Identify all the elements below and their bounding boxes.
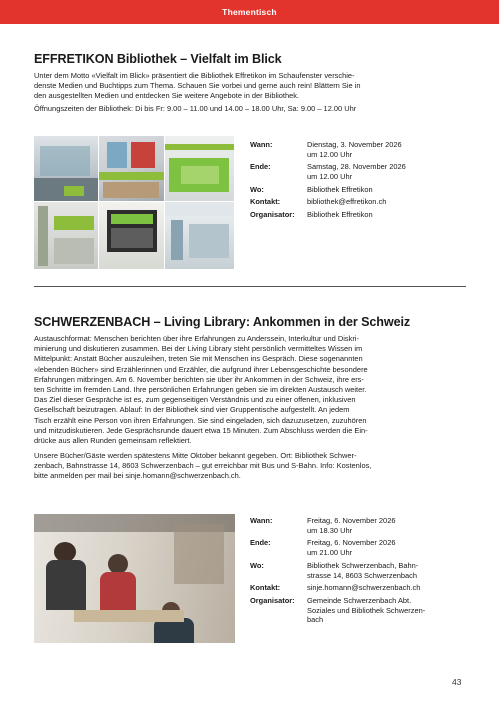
value-line: Bibliothek Schwerzenbach, Bahn- <box>307 560 419 570</box>
photo-living-library <box>34 514 235 643</box>
value-wo <box>307 558 425 580</box>
label-organisator: Organisator: <box>250 595 295 605</box>
section-banner <box>0 0 499 24</box>
article-info-schwerzenbach <box>34 451 466 482</box>
value-line: um 18.30 Uhr <box>307 525 353 535</box>
body-line: Erfahrungen mitbringen. Am 6. November berichten sie über ihr Ankommen in der Schweiz, ihre ers- <box>34 374 364 384</box>
value-ende <box>307 160 406 182</box>
value-line: Soziales und Bibliothek Schwerzen- <box>307 605 426 615</box>
value-line: um 12.00 Uhr <box>307 172 353 182</box>
photo-hallway <box>165 202 234 269</box>
photo-poster <box>99 202 164 269</box>
label-wann: Wann: <box>250 140 273 149</box>
body-line: Austauschformat: Menschen berichten über ihre Erfahrungen zu Anderssein, Interkultur und Diskri- <box>34 334 359 343</box>
body-line: und mitzudiskutieren. Jede Gesprächsrunde dauert etwa 15 Minuten. Zum Abschluss werden die Ein- <box>34 425 368 435</box>
value-line: Freitag, 6. November 2026 <box>307 516 396 525</box>
value-kontakt-email[interactable]: sinje.homann@schwerzenbach.ch <box>307 583 421 593</box>
value-ende <box>307 536 425 558</box>
label-ende: Ende: <box>250 162 271 172</box>
label-ende: Ende: <box>250 538 271 548</box>
photo-reading-area <box>165 136 234 201</box>
body-line: den ausgestellten Medien und entdecken Sie weitere Angebote in der Bibliothek. <box>34 91 300 101</box>
body-line: Mittelpunkt: Anstatt Bücher auszuleihen, treten Sie mit Menschen ins Gespräch. Diese sogenannten <box>34 354 363 364</box>
body-line: Unsere Bücher/Gäste werden spätestens Mitte Oktober bekannt gegeben. Ort: Bibliothek Schwer- <box>34 451 357 460</box>
body-line: zenbach, Bahnstrasse 14, 8603 Schwerzenbach – gut erreichbar mit Bus und S-Bahn. Info: Kostenlos, <box>34 461 372 471</box>
value-line: Dienstag, 3. November 2026 <box>307 140 402 149</box>
article-body-schwerzenbach <box>34 334 466 446</box>
body-line: bitte anmelden per mail bei sinje.homann@schwerzenbach.ch. <box>34 471 241 481</box>
value-line: um 12.00 Uhr <box>307 149 353 159</box>
value-organisator: Bibliothek Effretikon <box>307 209 373 219</box>
event-details-schwerzenbach <box>250 516 425 625</box>
page-number: 43 <box>452 677 462 687</box>
value-line: bach <box>307 615 324 625</box>
body-line: denste Medien und Buchtipps zum Thema. Schauen Sie vorbei und gerne auch rein! Blättern Sie in <box>34 81 361 91</box>
body-line: ten Schritte im fremden Land. Ihre persönlichen Erfahrungen geben sie im direkten Austausch weiter. <box>34 385 367 395</box>
banner-title: Thementisch <box>222 7 277 17</box>
label-kontakt: Kontakt: <box>250 197 281 207</box>
value-wann <box>307 140 406 160</box>
value-organisator <box>307 593 425 625</box>
label-organisator: Organisator: <box>250 209 295 219</box>
body-line: Gesellschaft beizutragen. Ablauf: In der Bibliothek sind vier Gruppentische aufgestellt. An jedem <box>34 405 350 415</box>
body-line: drücke aus allen Runden gemeinsam reflektiert. <box>34 436 192 446</box>
body-line: «lebenden Bücher» sind Erzählerinnen und Erzähler, die aufgrund ihrer Lebensgeschichte besondere <box>34 364 368 374</box>
article-body-effretikon <box>34 71 466 114</box>
label-wo: Wo: <box>250 560 264 570</box>
value-wo: Bibliothek Effretikon <box>307 184 373 194</box>
body-line: Unter dem Motto «Vielfalt im Blick» präsentiert die Bibliothek Effretikon im Schaufenster verschie- <box>34 71 355 80</box>
value-kontakt-email[interactable]: bibliothek@effretikon.ch <box>307 197 387 207</box>
value-line: Freitag, 6. November 2026 <box>307 538 396 548</box>
body-line: Tisch erzählt eine Person von ihren Erfahrungen. Sie sind eingeladen, sich dazuzusetzen, zuzuhören <box>34 415 367 425</box>
article-title-schwerzenbach: SCHWERZENBACH – Living Library: Ankommen in der Schweiz <box>34 315 411 329</box>
event-details-effretikon <box>250 140 406 220</box>
body-line: Das Ziel dieser Gespräche ist es, zum gegenseitigen Verständnis und zu einer offenen, inklusiven <box>34 395 356 405</box>
article-title-effretikon: EFFRETIKON Bibliothek – Vielfalt im Blick <box>34 52 282 66</box>
photo-collage-effretikon <box>34 136 234 269</box>
body-line: minierung und diskutieren zusammen. Bei der Living Library steht persönlich vermitteltes Wissen im <box>34 344 363 354</box>
value-line: Samstag, 28. November 2026 <box>307 162 406 172</box>
value-line: Gemeinde Schwerzenbach Abt. <box>307 595 412 605</box>
body-line: Öffnungszeiten der Bibliothek: Di bis Fr: 9.00 – 11.00 und 14.00 – 18.00 Uhr, Sa: 9.00 – 12.00 Uhr <box>34 103 357 113</box>
value-line: um 21.00 Uhr <box>307 548 353 558</box>
label-wann: Wann: <box>250 516 273 525</box>
label-wo: Wo: <box>250 184 264 194</box>
value-line: strasse 14, 8603 Schwerzenbach <box>307 570 417 580</box>
photo-display <box>99 136 164 201</box>
photo-shelves <box>34 136 98 201</box>
photo-book-shelves <box>34 202 98 269</box>
section-divider <box>34 286 466 287</box>
value-wann <box>307 516 425 536</box>
label-kontakt: Kontakt: <box>250 583 281 593</box>
